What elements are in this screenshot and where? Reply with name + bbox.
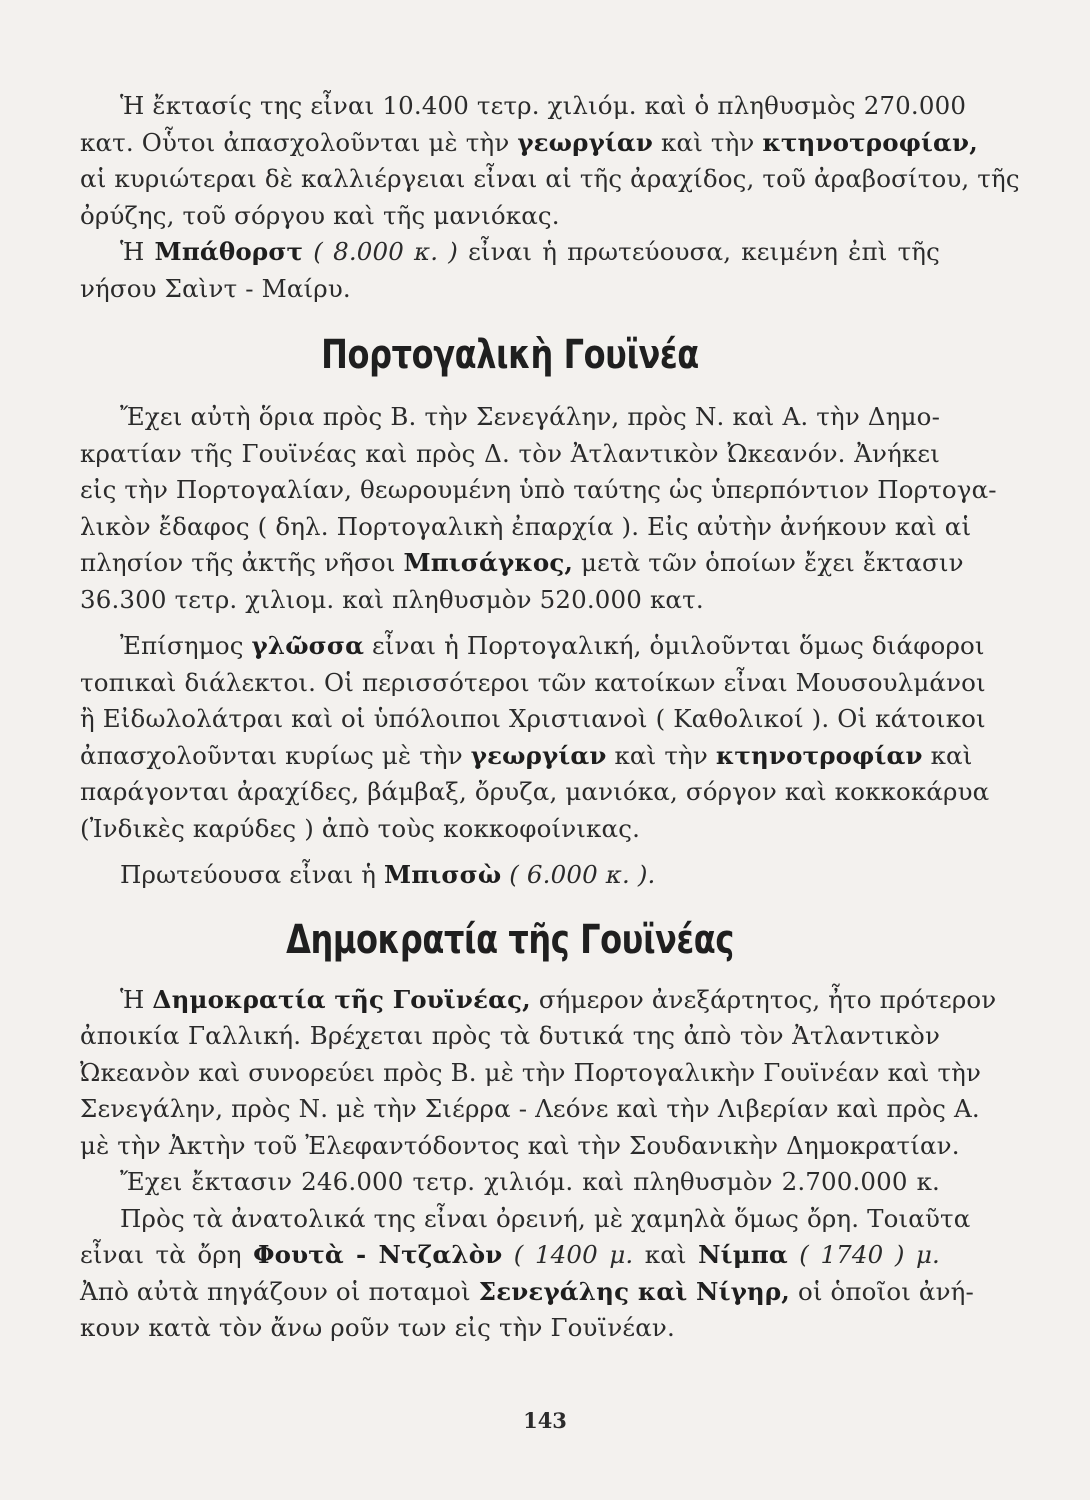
italic-figure: ( 1740 ) μ. (799, 1240, 940, 1269)
text-line: Ὠκεανὸν καὶ συνορεύει πρὸς Β. μὲ τὴν Πορτογαλικὴν Γουϊνέαν καὶ τὴν (80, 1057, 982, 1087)
bold-term: κτηνοτροφίαν (715, 740, 923, 770)
bold-term: Σενεγάλης καὶ Νίγηρ, (478, 1276, 790, 1306)
bold-term: Μπάθορστ (154, 237, 304, 266)
text-line: Ἔχει ἔκτασιν 246.000 τετρ. χιλιόμ. καὶ πληθυσμὸν 2.700.000 κ. (120, 1167, 940, 1196)
bold-term: γεωργίαν (517, 127, 654, 157)
section2-paragraph (80, 982, 997, 1347)
text-line: Σενεγάλην, πρὸς Ν. μὲ τὴν Σιέρρα - Λεόνε καὶ τὴν Λιβερίαν καὶ πρὸς Α. (80, 1094, 980, 1123)
page-number: 143 (523, 1408, 567, 1433)
text-line: ἀπασχολοῦνται κυρίως μὲ τὴν γεωργίαν καὶ τὴν κτηνοτροφίαν καὶ (80, 740, 973, 770)
text-line: εἰς τὴν Πορτογαλίαν, θεωρουμένη ὑπὸ ταύτης ὡς ὑπερπόντιον Πορτογα- (80, 475, 997, 504)
text-line: Ἡ ἔκτασίς της εἶναι 10.400 τετρ. χιλιόμ. καὶ ὁ πληθυσμὸς 270.000 (120, 91, 967, 120)
text-line: λικὸν ἔδαφος ( δηλ. Πορτογαλικὴ ἐπαρχία ). Εἰς αὐτὴν ἀνήκουν καὶ αἱ (80, 511, 972, 541)
text-line: μὲ τὴν Ἀκτὴν τοῦ Ἐλεφαντόδοντος καὶ τὴν Σουδανικὴν Δημοκρατίαν. (80, 1130, 960, 1160)
italic-figure: ( 8.000 κ. ) (313, 237, 458, 266)
bold-term: γεωργίαν (470, 740, 607, 770)
text-line: Ἡ Μπάθορστ ( 8.000 κ. ) εἶναι ἡ πρωτεύουσα, κειμένη ἐπὶ τῆς (120, 237, 940, 266)
bold-term: Δημοκρατία τῆς Γουϊνέας, (152, 984, 531, 1014)
bold-term: Μπισσὼ (384, 860, 502, 889)
text-line: Ἐπίσημος γλῶσσα εἶναι ἡ Πορτογαλική, ὁμιλοῦνται ὅμως διάφοροι (120, 631, 985, 660)
italic-figure: ( 6.000 κ. ). (509, 860, 656, 889)
bold-term: Φουτὰ - Ντζαλὸν (253, 1240, 503, 1269)
section-heading-republic-of-guinea: Δημοκρατία τῆς Γουϊνέας (286, 916, 734, 963)
bold-term: κτηνοτροφίαν, (762, 127, 978, 157)
text-line: Πρὸς τὰ ἀνατολικά της εἶναι ὀρεινή, μὲ χαμηλὰ ὅμως ὄρη. Τοιαῦτα (120, 1203, 971, 1233)
section1-paragraph-2 (80, 628, 990, 847)
text-line: Ἔχει αὐτὴ ὅρια πρὸς Β. τὴν Σενεγάλην, πρὸς Ν. καὶ Α. τὴν Δημο- (120, 402, 940, 431)
text-line: παράγονται ἀραχίδες, βάμβαξ, ὄρυζα, μανιόκα, σόργον καὶ κοκκοκάρυα (80, 777, 990, 806)
bold-term: γλῶσσα (251, 631, 365, 660)
text-line: κατ. Οὗτοι ἀπασχολοῦνται μὲ τὴν γεωργίαν καὶ τὴν κτηνοτροφίαν, (80, 127, 978, 157)
italic-figure: ( 1400 μ. (513, 1240, 634, 1269)
section1-paragraph-1 (80, 399, 997, 618)
text-line: ἀποικία Γαλλική. Βρέχεται πρὸς τὰ δυτικά της ἀπὸ τὸν Ἀτλαντικὸν (80, 1021, 940, 1050)
text-line: ἢ Εἰδωλολάτραι καὶ οἱ ὑπόλοιποι Χριστιανοὶ ( Καθολικοί ). Οἱ κάτοικοι (80, 704, 986, 733)
text-line: τοπικαὶ διάλεκτοι. Οἱ περισσότεροι τῶν κατοίκων εἶναι Μουσουλμάνοι (80, 667, 986, 697)
intro-paragraph (80, 88, 1020, 307)
text-line: νήσου Σαὶντ - Μαίρυ. (80, 273, 351, 303)
text-line: κουν κατὰ τὸν ἄνω ροῦν των εἰς τὴν Γουϊνέαν. (80, 1313, 675, 1342)
text-line: κρατίαν τῆς Γουϊνέας καὶ πρὸς Δ. τὸν Ἀτλαντικὸν Ὠκεανόν. Ἀνήκει (80, 438, 940, 468)
capital-line: Πρωτεύουσα εἶναι ἡ Μπισσὼ ( 6.000 κ. ). (120, 860, 656, 889)
text-line: πλησίον τῆς ἀκτῆς νῆσοι Μπισάγκος, μετὰ τῶν ὁποίων ἔχει ἔκτασιν (80, 548, 964, 577)
section-heading-portuguese-guinea: Πορτογαλικὴ Γουϊνέα (321, 332, 699, 378)
text-line: (Ἰνδικὲς καρύδες ) ἀπὸ τοὺς κοκκοφοίνικας. (80, 813, 641, 843)
text-line: Ἀπὸ αὐτὰ πηγάζουν οἱ ποταμοὶ Σενεγάλης καὶ Νίγηρ, οἱ ὁποῖοι ἀνή- (80, 1276, 974, 1306)
text-line: αἱ κυριώτεραι δὲ καλλιέργειαι εἶναι αἱ τῆς ἀραχίδος, τοῦ ἀραβοσίτου, τῆς (80, 164, 1020, 193)
text-line: Ἡ Δημοκρατία τῆς Γουϊνέας, σήμερον ἀνεξάρτητος, ἦτο πρότερον (120, 984, 997, 1014)
bold-term: Νίμπα (698, 1240, 788, 1269)
text-line: 36.300 τετρ. χιλιομ. καὶ πληθυσμὸν 520.000 κατ. (80, 584, 704, 614)
text-line: εἶναι τὰ ὄρη Φουτὰ - Ντζαλὸν ( 1400 μ. καὶ Νίμπα ( 1740 ) μ. (80, 1240, 940, 1269)
bold-term: Μπισάγκος, (403, 548, 574, 577)
text-line: ὀρύζης, τοῦ σόργου καὶ τῆς μανιόκας. (80, 200, 560, 230)
